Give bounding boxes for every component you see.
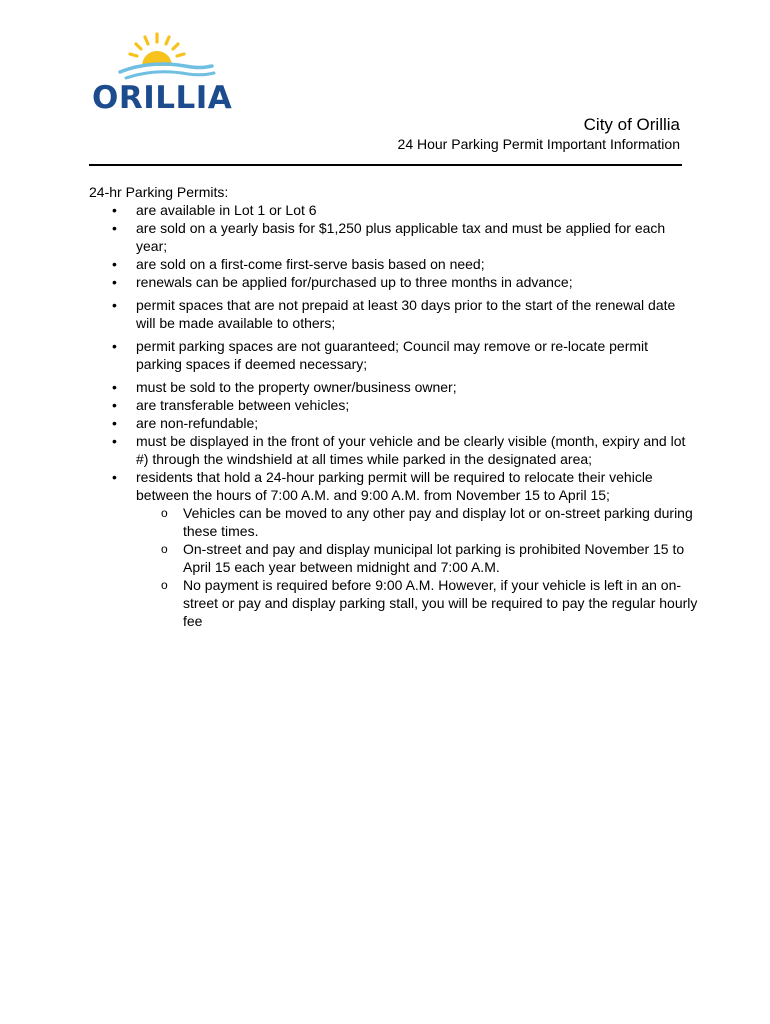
bullet-icon: • xyxy=(112,220,117,236)
bullet-icon: • xyxy=(112,433,117,449)
list-item: • permit spaces that are not prepaid at least 30 days prior to the start of the renewal date will be made available to others; xyxy=(112,297,676,331)
list-item: • renewals can be applied for/purchased up to three months in advance; xyxy=(112,274,573,290)
hollow-bullet-icon: o xyxy=(161,542,168,556)
intro-heading: 24-hr Parking Permits: xyxy=(89,184,229,200)
hollow-bullet-icon: o xyxy=(161,578,168,592)
bullet-icon: • xyxy=(112,397,117,413)
list-item: • residents that hold a 24-hour parking permit will be required to relocate their vehicle between the hours of 7:00 A.M. and 9:00 A.M. from November 15 to April 15; o Vehicles can be moved to any other pay and display lot or on-street parking during these times. o On-street and pay and display municipal lot parking is prohibited November 15 to April 15 each year between midnight and 7:00 A.M. o No payment is required before 9:00 A.M. However, if your vehicle is left in an on-street or pay and display parking stall, you will be required to pay the regular hourly fee xyxy=(89,468,688,630)
bullet-icon: • xyxy=(112,202,117,218)
bullet-icon: • xyxy=(112,379,117,395)
page-subtitle: 24 Hour Parking Permit Important Information xyxy=(397,136,680,152)
bullet-icon: • xyxy=(112,297,117,313)
list-item: • are available in Lot 1 or Lot 6 xyxy=(112,202,317,218)
orillia-logo xyxy=(90,32,240,114)
relocation-sublist xyxy=(136,504,698,630)
list-item: • permit parking spaces are not guaranteed; Council may remove or re-locate permit parking spaces if deemed necessary; xyxy=(112,338,649,372)
bullet-icon: • xyxy=(112,256,117,272)
list-item: • are sold on a yearly basis for $1,250 plus applicable tax and must be applied for each year; xyxy=(112,220,666,254)
page-title: City of Orillia xyxy=(583,115,680,134)
bullet-icon: • xyxy=(112,338,117,354)
header-divider xyxy=(89,164,682,166)
bullet-icon: • xyxy=(112,415,117,431)
permit-rules-list xyxy=(89,201,698,630)
sub-list-item: o Vehicles can be moved to any other pay and display lot or on-street parking during these times. xyxy=(161,505,693,539)
list-item: • are transferable between vehicles; xyxy=(112,397,350,413)
list-item: • must be sold to the property owner/business owner; xyxy=(112,379,457,395)
sub-list-item: o On-street and pay and display municipal lot parking is prohibited November 15 to April 15 each year between midnight and 7:00 A.M. xyxy=(161,541,685,575)
bullet-icon: • xyxy=(112,469,117,485)
document-body xyxy=(89,183,698,630)
list-item: • must be displayed in the front of your vehicle and be clearly visible (month, expiry and lot #) through the windshield at all times while parked in the designated area; xyxy=(112,433,686,467)
bullet-icon: • xyxy=(112,274,117,290)
hollow-bullet-icon: o xyxy=(161,506,168,520)
list-item: • are non-refundable; xyxy=(112,415,259,431)
sub-list-item: o No payment is required before 9:00 A.M. However, if your vehicle is left in an on-street or pay and display parking stall, you will be required to pay the regular hourly fee xyxy=(161,577,698,629)
logo-wordmark: ORILLIA xyxy=(92,80,233,116)
list-item: • are sold on a first-come first-serve basis based on need; xyxy=(112,256,485,272)
